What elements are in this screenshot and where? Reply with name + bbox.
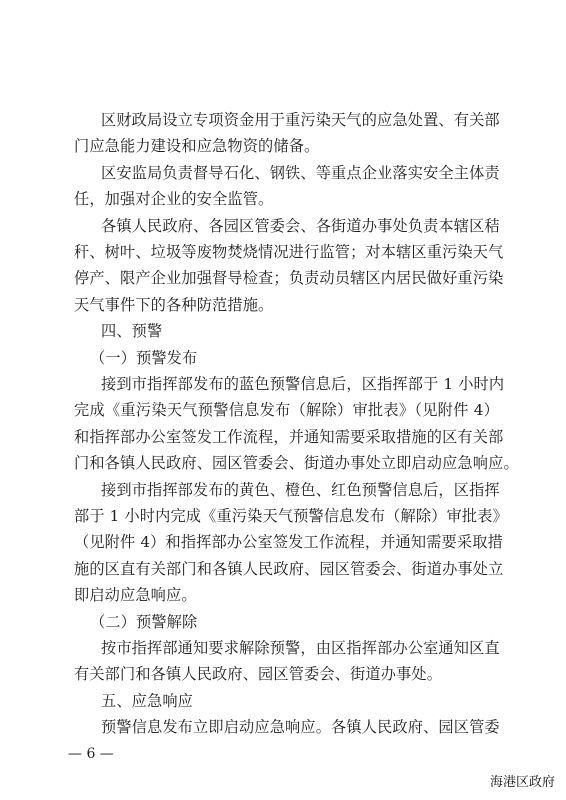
page-number: — 6 — bbox=[68, 746, 114, 762]
paragraph-4-line-3: 和指挥部办公室签发工作流程，并通知需要采取措施的区有关部 bbox=[74, 428, 504, 446]
paragraph-4-line-1: 接到市指挥部发布的蓝色预警信息后，区指挥部于 1 小时内 bbox=[101, 375, 505, 393]
paragraph-2-line-2: 任，加强对企业的安全监管。 bbox=[74, 190, 274, 208]
paragraph-7-line-1: 预警信息发布立即启动应急响应。各镇人民政府、园区管委 bbox=[101, 718, 500, 736]
subsection-1-title: （一）预警发布 bbox=[90, 349, 198, 367]
paragraph-1-line-2: 门应急能力建设和应急物资的储备。 bbox=[74, 137, 320, 155]
paragraph-3-line-4: 天气事件下的各种防范措施。 bbox=[74, 296, 274, 314]
footer-brand-label: 海港区政府 bbox=[489, 775, 555, 790]
paragraph-2-line-1: 区安监局负责督导石化、钢铁、等重点企业落实安全主体责 bbox=[101, 164, 500, 182]
subsection-2-title: （二）预警解除 bbox=[90, 613, 198, 631]
paragraph-3-line-3: 停产、限产企业加强督导检查；负责动员辖区内居民做好重污染 bbox=[74, 269, 504, 287]
paragraph-5-line-3: （见附件 4）和指挥部办公室签发工作流程，并通知需要采取措 bbox=[74, 533, 503, 551]
section-4-title: 四、预警 bbox=[101, 322, 163, 340]
paragraph-1-line-1: 区财政局设立专项资金用于重污染天气的应急处置、有关部 bbox=[101, 111, 500, 129]
section-5-title: 五、应急响应 bbox=[101, 692, 194, 710]
paragraph-5-line-4: 施的区直有关部门和各镇人民政府、园区管委会、街道办事处立 bbox=[74, 560, 504, 578]
paragraph-5-line-5: 即启动应急响应。 bbox=[74, 586, 197, 604]
paragraph-5-line-2: 部于 1 小时内完成《重污染天气预警信息发布（解除）审批表》 bbox=[74, 507, 508, 525]
paragraph-5-line-1: 接到市指挥部发布的黄色、橙色、红色预警信息后，区指挥 bbox=[101, 481, 500, 499]
paragraph-3-line-1: 各镇人民政府、各园区管委会、各街道办事处负责本辖区秸 bbox=[101, 217, 500, 235]
paragraph-6-line-1: 按市指挥部通知要求解除预警，由区指挥部办公室通知区直 bbox=[101, 639, 500, 657]
paragraph-4-line-4: 门和各镇人民政府、园区管委会、街道办事处立即启动应急响应。 bbox=[74, 454, 519, 472]
paragraph-3-line-2: 秆、树叶、垃圾等废物焚烧情况进行监管；对本辖区重污染天气 bbox=[74, 243, 504, 261]
paragraph-6-line-2: 有关部门和各镇人民政府、园区管委会、街道办事处。 bbox=[74, 665, 443, 683]
paragraph-4-line-2: 完成《重污染天气预警信息发布（解除）审批表》（见附件 4） bbox=[74, 401, 499, 419]
